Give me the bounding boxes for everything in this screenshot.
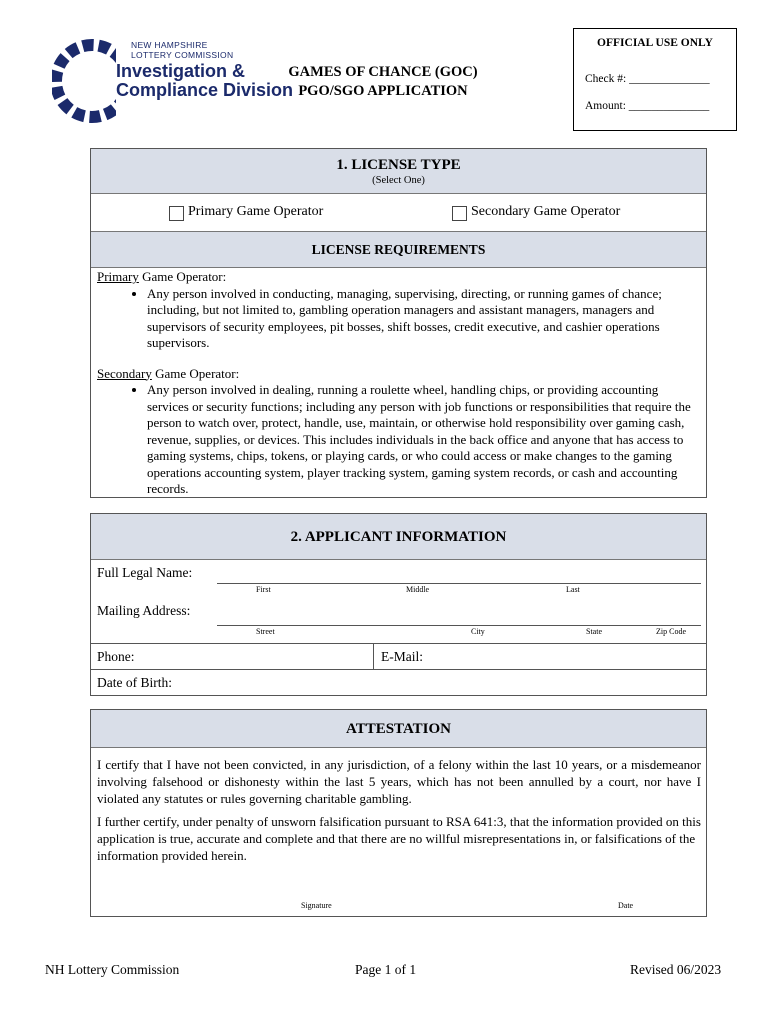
attestation-paragraph-2: I further certify, under penalty of unsworn falsification pursuant to RSA 641:3, that the information provided on this application is true, accurate and complete and that there are no willful misrepresentations in, or falsifications of the information provided herein. xyxy=(97,814,701,863)
mailing-address-label: Mailing Address: xyxy=(97,603,191,618)
form-title-line1: GAMES OF CHANCE (GOC) xyxy=(288,64,478,80)
footer-revision: Revised 06/2023 xyxy=(630,962,722,977)
secondary-requirement-title xyxy=(97,366,698,383)
street-caption: Street xyxy=(256,627,275,636)
secondary-requirement-item: • Any person involved in dealing, running a roulette wheel, handling chips, or providing accounting services or security functions; including any person with job functions or responsibilities that require the person to watch over, protect, handle, use, maintain, or otherwise hold responsibility over gaming cash, revenue, supplies, or devices. This includes individuals in the back office and anyone that has access to gaming systems, chips, tokens, or playing cards, or who could access or make changes to the gaming operations accounting system, player tracking system, gaming system records, or cash and accounting records. xyxy=(147,382,698,498)
date-of-birth-input[interactable] xyxy=(183,671,701,693)
license-type-heading: 1. LICENSE TYPE xyxy=(336,157,461,173)
full-legal-name-input[interactable] xyxy=(217,570,701,584)
secondary-suffix: Game Operator: xyxy=(151,365,240,381)
attestation-paragraph-1: I certify that I have not been convicted, in any jurisdiction, of a felony within the last 10 years, or a misdemeanor involving falsehood or dishonesty within the last 5 years, which has not been annulled by a court, nor have I violated any statutes or rules governing charitable gambling. xyxy=(97,757,701,806)
chip-ring-icon xyxy=(52,37,116,125)
primary-requirement-title xyxy=(97,269,698,286)
license-requirements-body xyxy=(91,268,706,498)
state-caption: State xyxy=(586,627,602,636)
footer-commission: NH Lottery Commission xyxy=(45,962,180,977)
primary-game-operator-checkbox[interactable] xyxy=(169,206,184,221)
logo-line-state: NEW HAMPSHIRE xyxy=(131,40,208,50)
middle-name-caption: Middle xyxy=(406,585,430,594)
secondary-game-operator-label: Secondary Game Operator xyxy=(471,204,621,219)
primary-requirement-item: • Any person involved in conducting, managing, supervising, directing, or running games of chance; including, but not limited to, gambling operation managers and assistant managers, managers and supervisors of security employees, pit bosses, shift bosses, credit executive, and cashier operations supervisors. xyxy=(147,286,698,352)
mailing-address-input[interactable] xyxy=(217,610,701,626)
signature-caption: Signature xyxy=(301,901,332,910)
email-label: E-Mail: xyxy=(381,649,423,664)
secondary-game-operator-checkbox[interactable] xyxy=(452,206,467,221)
amount-field: Amount: ______________ xyxy=(585,100,710,112)
attestation-heading: ATTESTATION xyxy=(91,710,706,748)
footer-page-number: Page 1 of 1 xyxy=(355,962,417,977)
license-type-header xyxy=(91,149,706,194)
attestation-section xyxy=(90,709,707,917)
first-name-caption: First xyxy=(256,585,271,594)
applicant-information-section xyxy=(90,513,707,696)
date-caption: Date xyxy=(618,901,634,910)
check-number-field: Check #: ______________ xyxy=(585,73,710,85)
nh-lottery-logo xyxy=(52,37,294,127)
date-of-birth-label: Date of Birth: xyxy=(97,675,172,690)
license-type-choices xyxy=(91,194,706,232)
primary-suffix: Game Operator: xyxy=(138,269,227,284)
official-use-heading: OFFICIAL USE ONLY xyxy=(597,37,713,49)
form-title xyxy=(258,63,508,101)
secondary-requirement-list xyxy=(97,382,698,498)
primary-requirement-list xyxy=(97,286,698,352)
phone-label: Phone: xyxy=(97,649,135,664)
form-title-line2: PGO/SGO APPLICATION xyxy=(298,83,468,99)
logo-line-division-1: Investigation & xyxy=(116,61,246,81)
logo-line-commission: LOTTERY COMMISSION xyxy=(131,50,234,60)
primary-game-operator-label: Primary Game Operator xyxy=(188,204,324,219)
logo-line-division-2: Compliance Division xyxy=(116,80,294,100)
license-type-section xyxy=(90,148,707,498)
official-use-box xyxy=(573,28,737,131)
applicant-information-heading: 2. APPLICANT INFORMATION xyxy=(91,514,706,560)
secondary-label: Secondary xyxy=(97,365,152,381)
license-requirements-heading: LICENSE REQUIREMENTS xyxy=(91,232,706,268)
license-type-subheading: (Select One) xyxy=(372,175,425,186)
zip-code-caption: Zip Code xyxy=(656,627,686,636)
primary-label: Primary xyxy=(97,269,139,284)
city-caption: City xyxy=(471,627,485,636)
phone-input[interactable] xyxy=(141,645,369,667)
full-legal-name-label: Full Legal Name: xyxy=(97,565,193,580)
last-name-caption: Last xyxy=(566,585,580,594)
email-input[interactable] xyxy=(431,645,701,667)
